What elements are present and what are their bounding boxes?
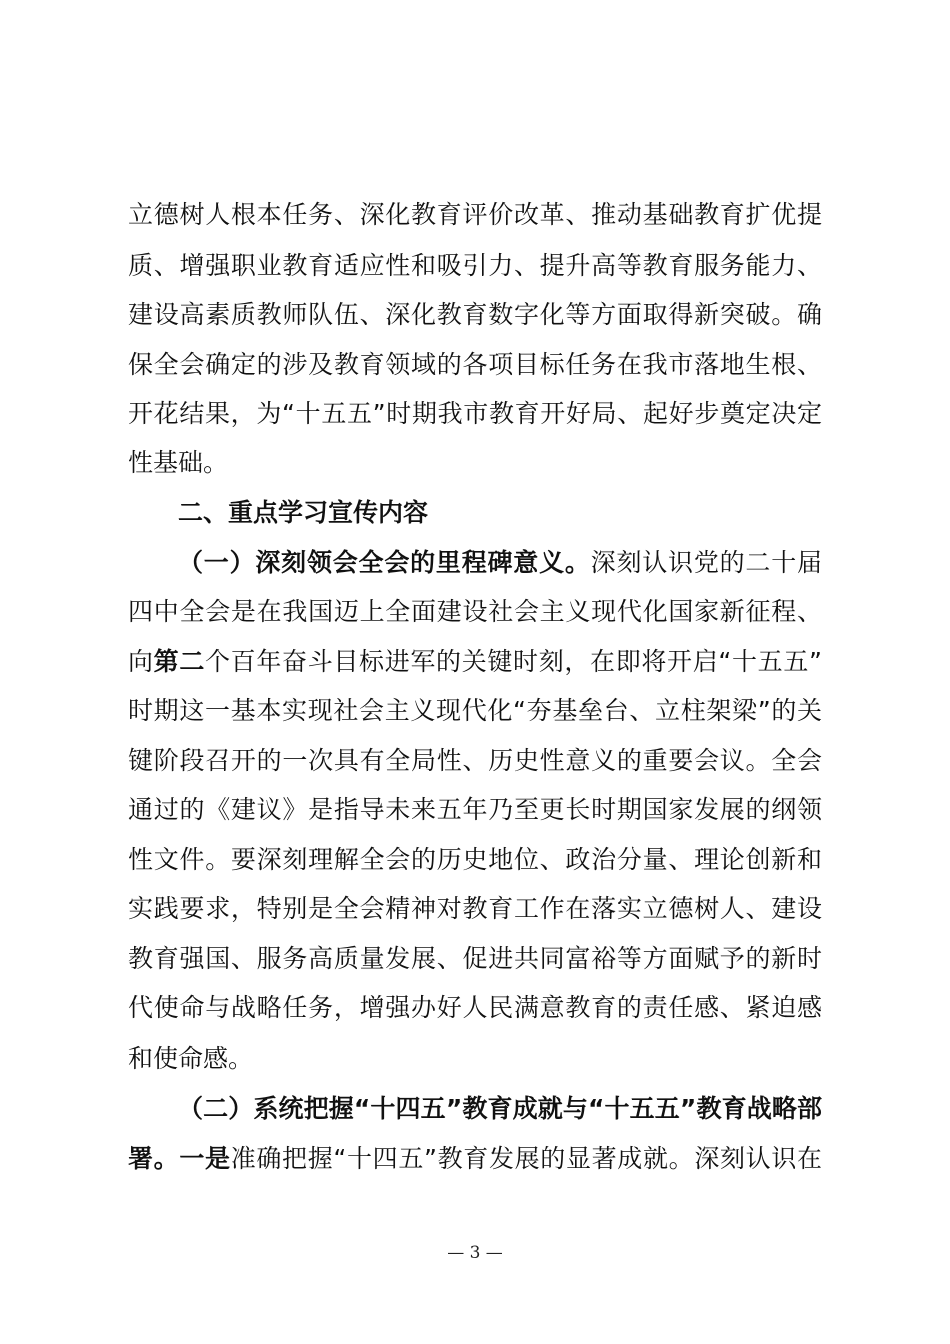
page-number: — 3 —: [447, 1243, 503, 1263]
text-line: [128, 389, 822, 439]
text: 性基础。: [128, 448, 229, 477]
text-line: [128, 1034, 822, 1084]
text-line: [128, 538, 822, 588]
text: 深刻认识党的二十届: [590, 548, 822, 577]
text-line: [128, 983, 822, 1033]
text-line: [128, 686, 822, 736]
text-line: [128, 241, 822, 291]
bold-text: 第二: [153, 647, 206, 676]
text-line: [128, 884, 822, 934]
text-line: [128, 1134, 822, 1184]
text: 通过的《建议》是指导未来五年乃至更长时期国家发展的纲领: [128, 795, 822, 824]
text: 时期这一基本实现社会主义现代化“夯基垒台、立柱架梁”的关: [128, 696, 822, 725]
text: 保全会确定的涉及教育领域的各项目标任务在我市落地生根、: [128, 350, 822, 379]
bold-text: 二、重点学习宣传内容: [178, 498, 429, 527]
text-line: [128, 785, 822, 835]
text-line: [128, 438, 822, 488]
text-line: [128, 835, 822, 885]
bold-text: 署。一是: [128, 1144, 231, 1173]
text-line: [128, 290, 822, 340]
text: 键阶段召开的一次具有全局性、历史性意义的重要会议。全会: [128, 746, 822, 775]
text: 实践要求，特别是全会精神对教育工作在落实立德树人、建设: [128, 894, 822, 923]
text: 质、增强职业教育适应性和吸引力、提升高等教育服务能力、: [128, 251, 822, 280]
text: 教育强国、服务高质量发展、促进共同富裕等方面赋予的新时: [128, 944, 822, 973]
text: 开花结果，为“十五五”时期我市教育开好局、起好步奠定决定: [128, 399, 822, 428]
text-line: [128, 637, 822, 687]
text-line: [128, 1084, 822, 1134]
text-line: [128, 934, 822, 984]
text-line: [128, 587, 822, 637]
text: 建设高素质教师队伍、深化教育数字化等方面取得新突破。确: [128, 300, 822, 329]
text: 个百年奋斗目标进军的关键时刻，在即将开启“十五五”: [205, 647, 822, 676]
text: 和使命感。: [128, 1044, 254, 1073]
text-line: [128, 736, 822, 786]
text: 向: [128, 647, 154, 676]
text: 准确把握“十四五”教育发展的显著成就。深刻认识在: [230, 1144, 822, 1173]
text: 四中全会是在我国迈上全面建设社会主义现代化国家新征程、: [128, 597, 822, 626]
text: 立德树人根本任务、深化教育评价改革、推动基础教育扩优提: [128, 200, 822, 229]
section-heading: [128, 488, 822, 538]
bold-text: （一）深刻领会全会的里程碑意义。: [178, 548, 591, 577]
text: 性文件。要深刻理解全会的历史地位、政治分量、理论创新和: [128, 845, 822, 874]
text-line: [128, 190, 822, 240]
bold-text: （二）系统把握“十四五”教育成就与“十五五”教育战略部: [178, 1094, 822, 1123]
text-line: [128, 340, 822, 390]
text: 代使命与战略任务，增强办好人民满意教育的责任感、紧迫感: [128, 993, 822, 1022]
